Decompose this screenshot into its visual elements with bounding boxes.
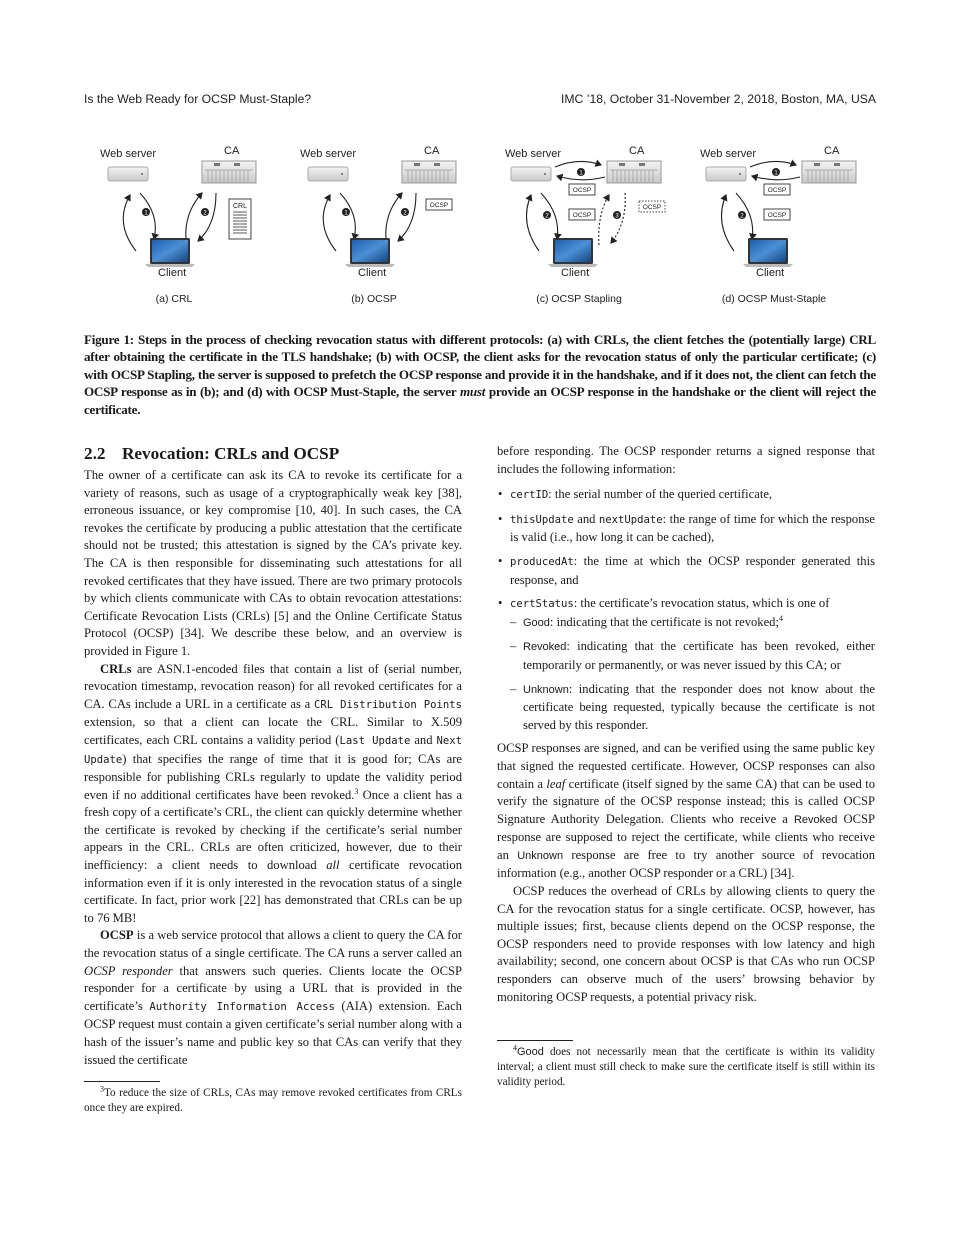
ca-label: CA <box>424 145 440 157</box>
svg-text:3: 3 <box>615 213 619 220</box>
panel-crl <box>84 143 282 313</box>
svg-text:CRL: CRL <box>232 203 248 210</box>
laptop-icon <box>345 238 395 267</box>
ca-label: CA <box>224 145 240 157</box>
svg-text:1: 1 <box>579 170 583 177</box>
ca-server-rack-icon <box>802 161 856 183</box>
svg-text:2: 2 <box>545 213 549 220</box>
svg-text:OCSP: OCSP <box>429 202 449 209</box>
ca-server-rack-icon <box>402 161 456 183</box>
list-item: • certID: the serial number of the queried certificate, <box>497 486 875 505</box>
ca-label: CA <box>824 145 840 157</box>
svg-text:OCSP: OCSP <box>642 204 662 211</box>
crl-document-icon <box>229 199 251 239</box>
svg-text:OCSP: OCSP <box>572 212 592 219</box>
web-server-label: Web server <box>300 148 357 160</box>
laptop-icon <box>548 238 598 267</box>
web-server-icon <box>511 167 551 181</box>
cert-status-list <box>510 614 875 735</box>
footnote-rule <box>84 1081 160 1082</box>
laptop-icon <box>743 238 793 267</box>
svg-text:1: 1 <box>774 170 778 177</box>
left-column <box>84 443 462 1116</box>
right-column <box>497 443 875 1090</box>
ca-server-rack-icon <box>607 161 661 183</box>
footnote-ref-4[interactable]: 4 <box>778 613 783 623</box>
svg-text:2: 2 <box>740 213 744 220</box>
svg-text:OCSP: OCSP <box>767 187 787 194</box>
venue-info: IMC ’18, October 31-November 2, 2018, Boston, MA, USA <box>561 92 876 106</box>
list-item: – Good: indicating that the certificate is not revoked;$^4$ <box>510 614 875 633</box>
footnote-3: $^3$To reduce the size of CRLs, CAs may remove revoked certificates from CRLs once they are expired. <box>84 1084 462 1114</box>
paragraph-signed-responses: OCSP responses are signed, and can be verified using the same public key that signed the requested certificate. However, OCSP responses can also contain a leaf certificate (itself signed by the same CA) that can be used to verify the signature of the OCSP response instead; this is called OCSP Signature Authority Delegation. Clients who receive a Revoked OCSP response are supposed to reject the certificate, while clients who receive an Unknown response are free to try another source of revocation information (e.g., another OCSP responder or a CRL) [34]. <box>497 741 875 881</box>
panel-ocsp-must-staple <box>684 143 882 313</box>
svg-text:OCSP: OCSP <box>572 187 592 194</box>
list-item: – Unknown: indicating that the responder does not know about the certificate being requested, typically because the certificate is not served by this responder. <box>510 681 875 735</box>
figure-1 <box>84 143 876 313</box>
list-item: • producedAt: the time at which the OCSP responder generated this response, and <box>497 553 875 589</box>
web-server-icon <box>108 167 148 181</box>
running-head <box>84 92 876 108</box>
client-label: Client <box>358 267 387 279</box>
list-item: • certStatus: the certificate’s revocation status, which is one of – Good: indicating that the certificate is not revoked;$^4$ – Revoked: indicating that the certificate has been revoked, either temporarily or permanently, or was never issued by this CA; or – Unknown: indicating that the responder does not know about the certificate being requested, typically because the certificate is not served by this responder. <box>497 595 875 734</box>
figure-caption: Figure 1: Steps in the process of checking revocation status with different protocols: (a) with CRLs, the client fetches the (potentially large) CRL after obtaining the certificate in the TLS handshake; (b) with OCSP, the client asks for the revocation status of only the particular certificate; (c) with OCSP Stapling, the server is supposed to prefetch the OCSP response and provide it in the handshake, and if it does not, the client can fetch the OCSP response as in (b); and (d) with OCSP Must-Staple, the server must provide an OCSP response in the handshake or the client will reject the certificate. <box>84 332 876 417</box>
client-label: Client <box>158 267 187 279</box>
svg-text:2: 2 <box>403 210 407 217</box>
ocsp-response-icon <box>426 199 452 210</box>
paragraph-intro: The owner of a certificate can ask its CA to revoke its certificate for a variety of reasons, such as usage of a cryptographically weak key [38], erroneous issuance, or key compromise [10, 40]. In such cases, the CA revokes the certificate by producing a public attestation that the certificate should not be trusted; this attestation is signed by the CA’s private key. The CA is then responsible for disseminating such attestations for all revoked certificates that they have issued. There are two primary protocols by which clients communicate with CAs to obtain revocation attestations: Certificate Revocation Lists (CRLs) [5] and the Online Certificate Status Protocol (OCSP) [34]. We describe these below, and an overview is provided in Figure 1. <box>84 468 462 658</box>
paragraph-response-intro: before responding. The OCSP responder returns a signed response that includes the following information: <box>497 444 875 476</box>
footnote-rule <box>497 1040 573 1041</box>
web-server-label: Web server <box>700 148 757 160</box>
svg-text:OCSP: OCSP <box>767 212 787 219</box>
paper-title: Is the Web Ready for OCSP Must-Staple? <box>84 92 312 106</box>
panel-caption: (a) CRL <box>155 293 193 305</box>
ca-server-rack-icon <box>202 161 256 183</box>
laptop-icon <box>145 238 195 267</box>
paragraph-crls: CRLs are ASN.1-encoded files that contain a list of (serial number, revocation timestamp, revocation reason) for all revoked certificates for a CA. CAs include a URL in a certificate as a CRL Distribution Points extension, so that a client can locate the CRL. Similar to X.509 certificates, each CRL contains a validity period (Last Update and Next Update) that specifies the range of time that it is good for; CAs are responsible for publishing CRLs regularly to update the validity period even if no additional certificates have been revoked.$^3$ Once a client has a fresh copy of a certificate’s CRL, the client can quickly determine whether the certificate is revoked by checking if the certificate’s serial number appears in the CRL. CRLs are often criticized, however, due to their inefficiency: a client needs to download all certificate revocation information even if it is only interested in the revocation status of a single certificate. In fact, prior work [22] has demonstrated that CRLs can be up to 76 MB! <box>84 661 463 925</box>
client-label: Client <box>756 267 785 279</box>
ocsp-fields-list <box>497 486 875 734</box>
section-heading: 2.2 Revocation: CRLs and OCSP <box>84 444 340 463</box>
footnote-4: $^4$Good does not necessarily mean that the certificate is within its validity interval; a client must still check to make sure the certificate itself is still within its validity period. <box>497 1043 875 1088</box>
web-server-label: Web server <box>100 148 157 160</box>
footnote-ref-3[interactable]: 3 <box>354 786 359 796</box>
paragraph-ocsp: OCSP is a web service protocol that allows a client to query the CA for the revocation status of a single certificate. The CA runs a server called an OCSP responder that answers such queries. Clients locate the OCSP responder for a certificate by using a URL that is provided in the certificate’s Authority Information Access (AIA) extension. Each OCSP request must contain a given certificate’s serial number along with a hash of the issuer’s name and public key so that CAs can verify that they issued the certificate <box>84 928 462 1067</box>
svg-text:1: 1 <box>344 210 348 217</box>
web-server-icon <box>706 167 746 181</box>
panel-ocsp-stapling <box>489 143 687 313</box>
web-server-icon <box>308 167 348 181</box>
panel-caption: (b) OCSP <box>351 293 397 305</box>
svg-text:2: 2 <box>203 210 207 217</box>
list-item: – Revoked: indicating that the certificate has been revoked, either temporarily or permanently, or was never issued by this CA; or <box>510 638 875 674</box>
list-item: • thisUpdate and nextUpdate: the range of time for which the response is valid (i.e., how long it can be cached), <box>497 511 875 547</box>
client-label: Client <box>561 267 590 279</box>
panel-caption: (c) OCSP Stapling <box>536 293 622 305</box>
svg-text:1: 1 <box>144 210 148 217</box>
paragraph-ocsp-issues: OCSP reduces the overhead of CRLs by allowing clients to query the CA for the revocation status for a single certificate. OCSP, however, has multiple issues; first, because clients depend on the OCSP response, the OCSP responders need to provide responses with low latency and high availability; second, one concern about OCSP is that CAs who run OCSP responders can observe much of the users’ browsing behavior by monitoring OCSP requests, a potential privacy risk. <box>497 884 875 1004</box>
panel-caption: (d) OCSP Must-Staple <box>721 293 827 305</box>
web-server-label: Web server <box>505 148 562 160</box>
ca-label: CA <box>629 145 645 157</box>
panel-ocsp <box>284 143 482 313</box>
